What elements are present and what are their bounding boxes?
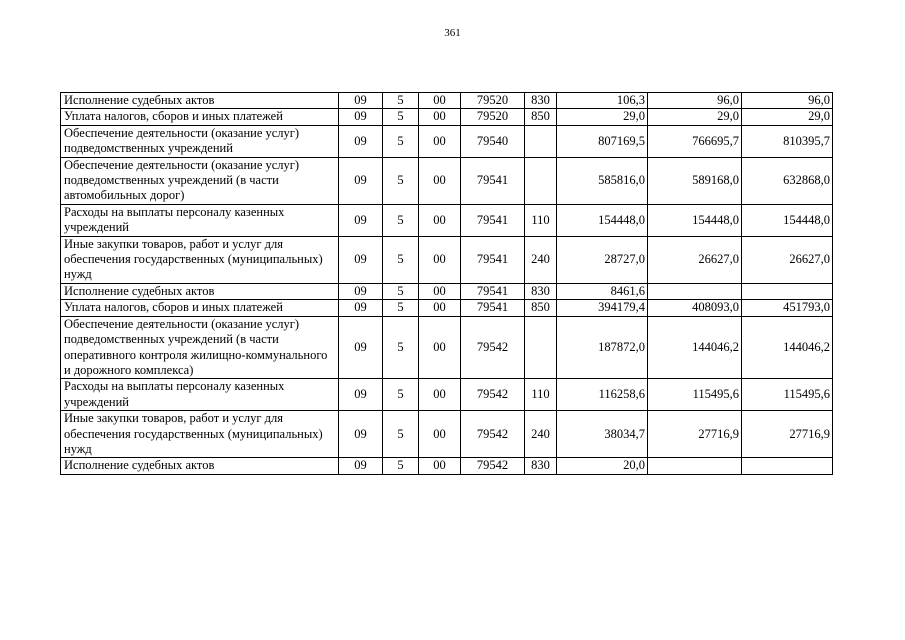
- row-program: 00: [419, 300, 461, 316]
- row-code: 79542: [461, 458, 525, 474]
- row-section: 09: [339, 204, 383, 236]
- row-value-2: 26627,0: [648, 236, 742, 283]
- row-subsection: 5: [383, 93, 419, 109]
- row-code: 79541: [461, 300, 525, 316]
- row-value-2: [648, 283, 742, 299]
- row-value-1: 28727,0: [557, 236, 648, 283]
- row-subsection: 5: [383, 204, 419, 236]
- row-section: 09: [339, 300, 383, 316]
- row-code: 79540: [461, 125, 525, 157]
- row-value-1: 8461,6: [557, 283, 648, 299]
- row-program: 00: [419, 125, 461, 157]
- row-value-1: 154448,0: [557, 204, 648, 236]
- row-section: 09: [339, 93, 383, 109]
- row-value-1: 585816,0: [557, 157, 648, 204]
- row-expense-type: 830: [525, 458, 557, 474]
- row-expense-type: 240: [525, 411, 557, 458]
- row-program: 00: [419, 93, 461, 109]
- row-section: 09: [339, 379, 383, 411]
- row-name: Уплата налогов, сборов и иных платежей: [61, 300, 339, 316]
- row-value-3: 96,0: [742, 93, 833, 109]
- row-value-3: [742, 458, 833, 474]
- row-program: 00: [419, 316, 461, 379]
- table-row: [61, 300, 833, 316]
- row-program: 00: [419, 379, 461, 411]
- row-value-2: 154448,0: [648, 204, 742, 236]
- row-expense-type: 850: [525, 300, 557, 316]
- row-code: 79542: [461, 411, 525, 458]
- row-name: Исполнение судебных актов: [61, 458, 339, 474]
- row-subsection: 5: [383, 157, 419, 204]
- row-value-3: 154448,0: [742, 204, 833, 236]
- row-program: 00: [419, 109, 461, 125]
- row-section: 09: [339, 236, 383, 283]
- row-name: Расходы на выплаты персоналу казенных учреждений: [61, 379, 339, 411]
- row-subsection: 5: [383, 411, 419, 458]
- row-section: 09: [339, 411, 383, 458]
- row-section: 09: [339, 125, 383, 157]
- row-section: 09: [339, 283, 383, 299]
- row-name: Расходы на выплаты персоналу казенных учреждений: [61, 204, 339, 236]
- row-value-3: 26627,0: [742, 236, 833, 283]
- row-subsection: 5: [383, 125, 419, 157]
- row-expense-type: 240: [525, 236, 557, 283]
- table-row: [61, 458, 833, 474]
- row-value-1: 20,0: [557, 458, 648, 474]
- row-value-1: 38034,7: [557, 411, 648, 458]
- row-code: 79520: [461, 93, 525, 109]
- row-name: Обеспечение деятельности (оказание услуг) подведомственных учреждений (в части автомобильных дорог): [61, 157, 339, 204]
- row-expense-type: 830: [525, 93, 557, 109]
- row-name: Иные закупки товаров, работ и услуг для обеспечения государственных (муниципальных) нужд: [61, 236, 339, 283]
- table-row: [61, 109, 833, 125]
- page-number: 361: [444, 27, 461, 39]
- row-name: Уплата налогов, сборов и иных платежей: [61, 109, 339, 125]
- row-program: 00: [419, 236, 461, 283]
- row-subsection: 5: [383, 379, 419, 411]
- table-row: [61, 125, 833, 157]
- row-subsection: 5: [383, 458, 419, 474]
- budget-table: [60, 92, 833, 475]
- row-program: 00: [419, 157, 461, 204]
- row-program: 00: [419, 283, 461, 299]
- row-value-1: 106,3: [557, 93, 648, 109]
- row-value-2: 115495,6: [648, 379, 742, 411]
- row-value-3: 27716,9: [742, 411, 833, 458]
- row-expense-type: 850: [525, 109, 557, 125]
- row-value-2: 29,0: [648, 109, 742, 125]
- row-name: Иные закупки товаров, работ и услуг для обеспечения государственных (муниципальных) нужд: [61, 411, 339, 458]
- table-row: [61, 236, 833, 283]
- row-section: 09: [339, 316, 383, 379]
- table-body: [61, 93, 833, 475]
- table-row: [61, 93, 833, 109]
- row-value-3: 29,0: [742, 109, 833, 125]
- row-value-3: 451793,0: [742, 300, 833, 316]
- row-name: Обеспечение деятельности (оказание услуг) подведомственных учреждений (в части оперативного контроля жилищно-коммунального и дорожного комплекса): [61, 316, 339, 379]
- row-expense-type: [525, 157, 557, 204]
- row-value-2: [648, 458, 742, 474]
- row-value-2: 27716,9: [648, 411, 742, 458]
- row-expense-type: [525, 316, 557, 379]
- row-section: 09: [339, 458, 383, 474]
- row-value-3: 144046,2: [742, 316, 833, 379]
- row-name: Исполнение судебных актов: [61, 93, 339, 109]
- row-value-1: 807169,5: [557, 125, 648, 157]
- row-value-3: 115495,6: [742, 379, 833, 411]
- row-section: 09: [339, 109, 383, 125]
- row-value-3: 810395,7: [742, 125, 833, 157]
- row-value-2: 766695,7: [648, 125, 742, 157]
- row-program: 00: [419, 411, 461, 458]
- row-subsection: 5: [383, 236, 419, 283]
- row-value-1: 116258,6: [557, 379, 648, 411]
- row-name: Исполнение судебных актов: [61, 283, 339, 299]
- row-name: Обеспечение деятельности (оказание услуг) подведомственных учреждений: [61, 125, 339, 157]
- row-section: 09: [339, 157, 383, 204]
- row-expense-type: 110: [525, 379, 557, 411]
- row-expense-type: 830: [525, 283, 557, 299]
- row-subsection: 5: [383, 109, 419, 125]
- table-row: [61, 157, 833, 204]
- row-code: 79541: [461, 157, 525, 204]
- row-code: 79541: [461, 236, 525, 283]
- row-value-1: 29,0: [557, 109, 648, 125]
- table-row: [61, 316, 833, 379]
- row-subsection: 5: [383, 316, 419, 379]
- row-code: 79541: [461, 283, 525, 299]
- row-value-2: 96,0: [648, 93, 742, 109]
- table-row: [61, 204, 833, 236]
- row-code: 79520: [461, 109, 525, 125]
- row-code: 79542: [461, 316, 525, 379]
- row-value-2: 144046,2: [648, 316, 742, 379]
- row-value-2: 408093,0: [648, 300, 742, 316]
- row-program: 00: [419, 458, 461, 474]
- row-value-2: 589168,0: [648, 157, 742, 204]
- row-code: 79541: [461, 204, 525, 236]
- table-row: [61, 411, 833, 458]
- row-expense-type: [525, 125, 557, 157]
- table-row: [61, 283, 833, 299]
- row-subsection: 5: [383, 283, 419, 299]
- row-expense-type: 110: [525, 204, 557, 236]
- row-value-1: 187872,0: [557, 316, 648, 379]
- row-value-3: [742, 283, 833, 299]
- row-code: 79542: [461, 379, 525, 411]
- row-program: 00: [419, 204, 461, 236]
- row-value-1: 394179,4: [557, 300, 648, 316]
- table-row: [61, 379, 833, 411]
- row-value-3: 632868,0: [742, 157, 833, 204]
- row-subsection: 5: [383, 300, 419, 316]
